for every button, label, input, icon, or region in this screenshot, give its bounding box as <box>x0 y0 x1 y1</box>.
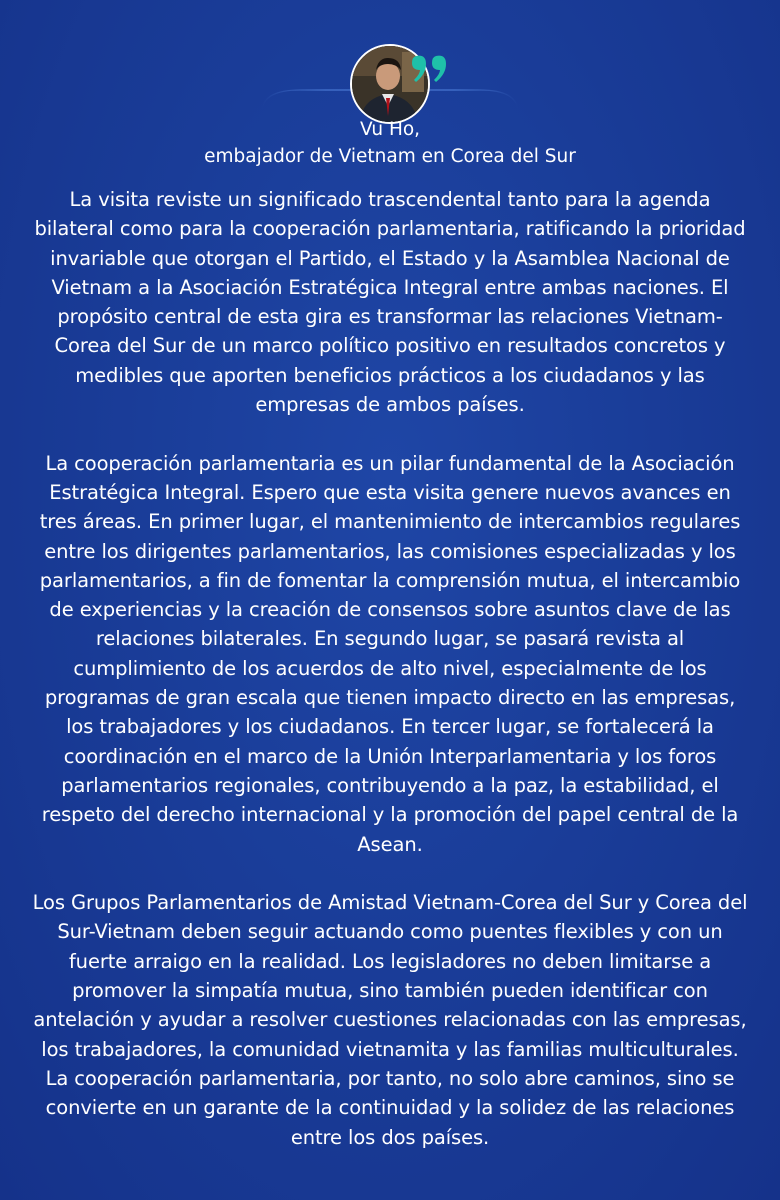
quote-paragraph: Los Grupos Parlamentarios de Amistad Vietnam-Corea del Sur y Corea del Sur-Vietnam deben seguir actuando como puentes flexibles y con un fuerte arraigo en la realidad. Los legisladores no deben limitarse a promover la simpatía mutua, sino también pueden identificar con antelación y ayudar a resolver cuestiones relacionadas con las empresas, los trabajadores, la comunidad vietnamita y las familias multiculturales. La cooperación parlamentaria, por tanto, no solo abre caminos, sino se convierte en un garante de la continuidad y la solidez de las relaciones entre los dos países. <box>32 891 748 1149</box>
speaker-name: Vu Ho, <box>359 119 421 140</box>
quote-paragraph: La visita reviste un significado trascendental tanto para la agenda bilateral como para la cooperación parlamentaria, ratificando la prioridad invariable que otorgan el Partido, el Estado y la Asamblea Nacional de Vietnam a la Asociación Estratégica Integral entre ambas naciones. El propósito central de esta gira es transformar las relaciones Vietnam-Corea del Sur de un marco político positivo en resultados concretos y medibles que aporten beneficios prácticos a los ciudadanos y las empresas de ambos países. <box>34 188 746 417</box>
quote-paragraph: La cooperación parlamentaria es un pilar fundamental de la Asociación Estratégica Integral. Espero que esta visita genere nuevos avances en tres áreas. En primer lugar, el mantenimiento de intercambios regulares entre los dirigentes parlamentarios, las comisiones especializadas y los parlamentarios, a fin de fomentar la comprensión mutua, el intercambio de experiencias y la creación de consensos sobre asuntos clave de las relaciones bilaterales. En segundo lugar, se pasará revista al cumplimiento de los acuerdos de alto nivel, especialmente de los programas de gran escala que tienen impacto directo en las empresas, los trabajadores y los ciudadanos. En tercer lugar, se fortalecerá la coordinación en el marco de la Unión Interparlamentaria y los foros parlamentarios regionales, contribuyendo a la paz, la estabilidad, el respeto del derecho internacional y la promoción del papel central de la Asean. <box>39 451 741 856</box>
speaker-byline <box>0 116 780 170</box>
quote-header <box>0 22 780 122</box>
quote-body <box>30 185 750 1181</box>
quote-marks-icon <box>410 52 454 86</box>
speaker-role: embajador de Vietnam en Corea del Sur <box>204 146 576 167</box>
